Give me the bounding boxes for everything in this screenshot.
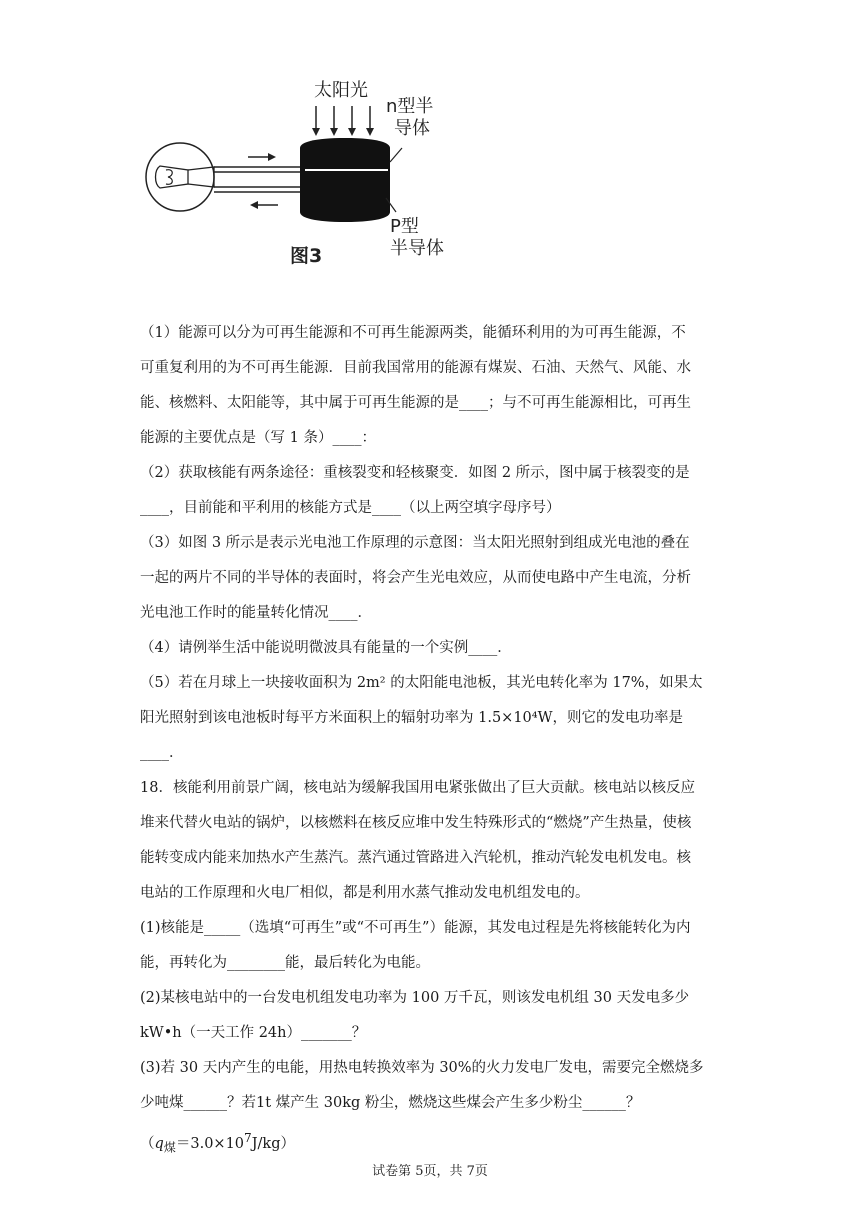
- text-line: 可重复利用的为不可再生能源．目前我国常用的能源有煤炭、石油、天然气、风能、水: [140, 360, 691, 376]
- n-type-pointer: [390, 148, 402, 162]
- text-line: (1)核能是_____（选填“可再生”或“不可再生”）能源，其发电过程是先将核能转化为内: [140, 920, 691, 936]
- n-type-label-1: n型半: [386, 96, 434, 117]
- bulb-glass: [156, 166, 189, 188]
- n-type-label-2: 导体: [394, 118, 430, 139]
- text-line: 一起的两片不同的半导体的表面时，将会产生光电效应，从而使电路中产生电流，分析: [140, 570, 691, 586]
- text-line: 能，再转化为________能，最后转化为电能。: [140, 955, 430, 971]
- text-line: 少吨煤______？若1t 煤产生 30kg 粉尘，燃烧这些煤会产生多少粉尘______？: [140, 1095, 641, 1111]
- formula-value: ＝3.0×10: [175, 1135, 245, 1152]
- current-arrow-right: [248, 153, 276, 161]
- text-line: (2)某核电站中的一台发电机组发电功率为 100 万千瓦，则该发电机组 30 天发电多少: [140, 990, 690, 1006]
- sunlight-arrows-icon: [312, 106, 374, 136]
- text-line: （3）如图 3 所示是表示光电池工作原理的示意图：当太阳光照射到组成光电池的叠在: [140, 535, 690, 551]
- text-line: 能、核燃料、太阳能等，其中属于可再生能源的是____；与不可再生能源相比，可再生: [140, 395, 691, 411]
- text-line: 光电池工作时的能量转化情况____．: [140, 605, 372, 621]
- text-line: (3)若 30 天内产生的电能，用热电转换效率为 30%的火力发电厂发电，需要完全燃烧多: [140, 1060, 704, 1076]
- formula-open: （: [140, 1135, 155, 1152]
- text-line: 堆来代替火电站的锅炉，以核燃料在核反应堆中发生特殊形式的“燃烧”产生热量，使核: [140, 815, 692, 831]
- text-line: （5）若在月球上一块接收面积为 2m² 的太阳能电池板，其光电转化率为 17%，如果太: [140, 675, 703, 691]
- text-line: 18．核能利用前景广阔，核电站为缓解我国用电紧张做出了巨大贡献。核电站以核反应: [140, 780, 695, 796]
- text-line: kW•h（一天工作 24h）_______？: [140, 1025, 367, 1041]
- text-line: （2）获取核能有两条途径：重核裂变和轻核聚变．如图 2 所示，图中属于核裂变的是: [140, 465, 690, 481]
- p-type-label-1: P型: [390, 216, 419, 237]
- formula-exp: 7: [244, 1131, 252, 1145]
- text-line: ____，目前能和平利用的核能方式是____（以上两空填字母序号）: [140, 500, 561, 516]
- p-type-label-2: 半导体: [390, 238, 444, 259]
- figure-caption: 图3: [290, 245, 323, 267]
- sunlight-label: 太阳光: [314, 80, 368, 101]
- coal-heat-value-formula: [140, 1127, 720, 1159]
- text-line: 电站的工作原理和火电厂相似，都是利用水蒸气推动发电机组发电的。: [140, 885, 590, 901]
- text-line: 能源的主要优点是（写 1 条）____：: [140, 430, 376, 446]
- solar-cell: [300, 138, 390, 222]
- formula-q: q: [154, 1135, 164, 1152]
- text-line: ____．: [140, 745, 184, 761]
- question-text: [140, 322, 720, 1159]
- bulb-outline: [146, 143, 214, 211]
- text-line: （1）能源可以分为可再生能源和不可再生能源两类，能循环利用的为可再生能源，不: [140, 325, 686, 341]
- current-arrow-left: [250, 201, 278, 209]
- photocell-diagram: [140, 70, 470, 280]
- text-line: （4）请例举生活中能说明微波具有能量的一个实例____．: [140, 640, 512, 656]
- text-line: 阳光照射到该电池板时每平方米面积上的辐射功率为 1.5×10⁴W，则它的发电功率是: [140, 710, 683, 726]
- bulb-base: [188, 167, 214, 187]
- filament: [166, 170, 172, 185]
- text-line: 能转变成内能来加热水产生蒸汽。蒸汽通过管路进入汽轮机，推动汽轮发电机发电。核: [140, 850, 691, 866]
- formula-close: ）: [280, 1135, 296, 1152]
- figure-3: [140, 70, 470, 280]
- page-footer: 试卷第 5页，共 7页: [372, 1164, 488, 1179]
- formula-unit: J/kg: [251, 1135, 281, 1152]
- formula-sub: 煤: [163, 1140, 176, 1155]
